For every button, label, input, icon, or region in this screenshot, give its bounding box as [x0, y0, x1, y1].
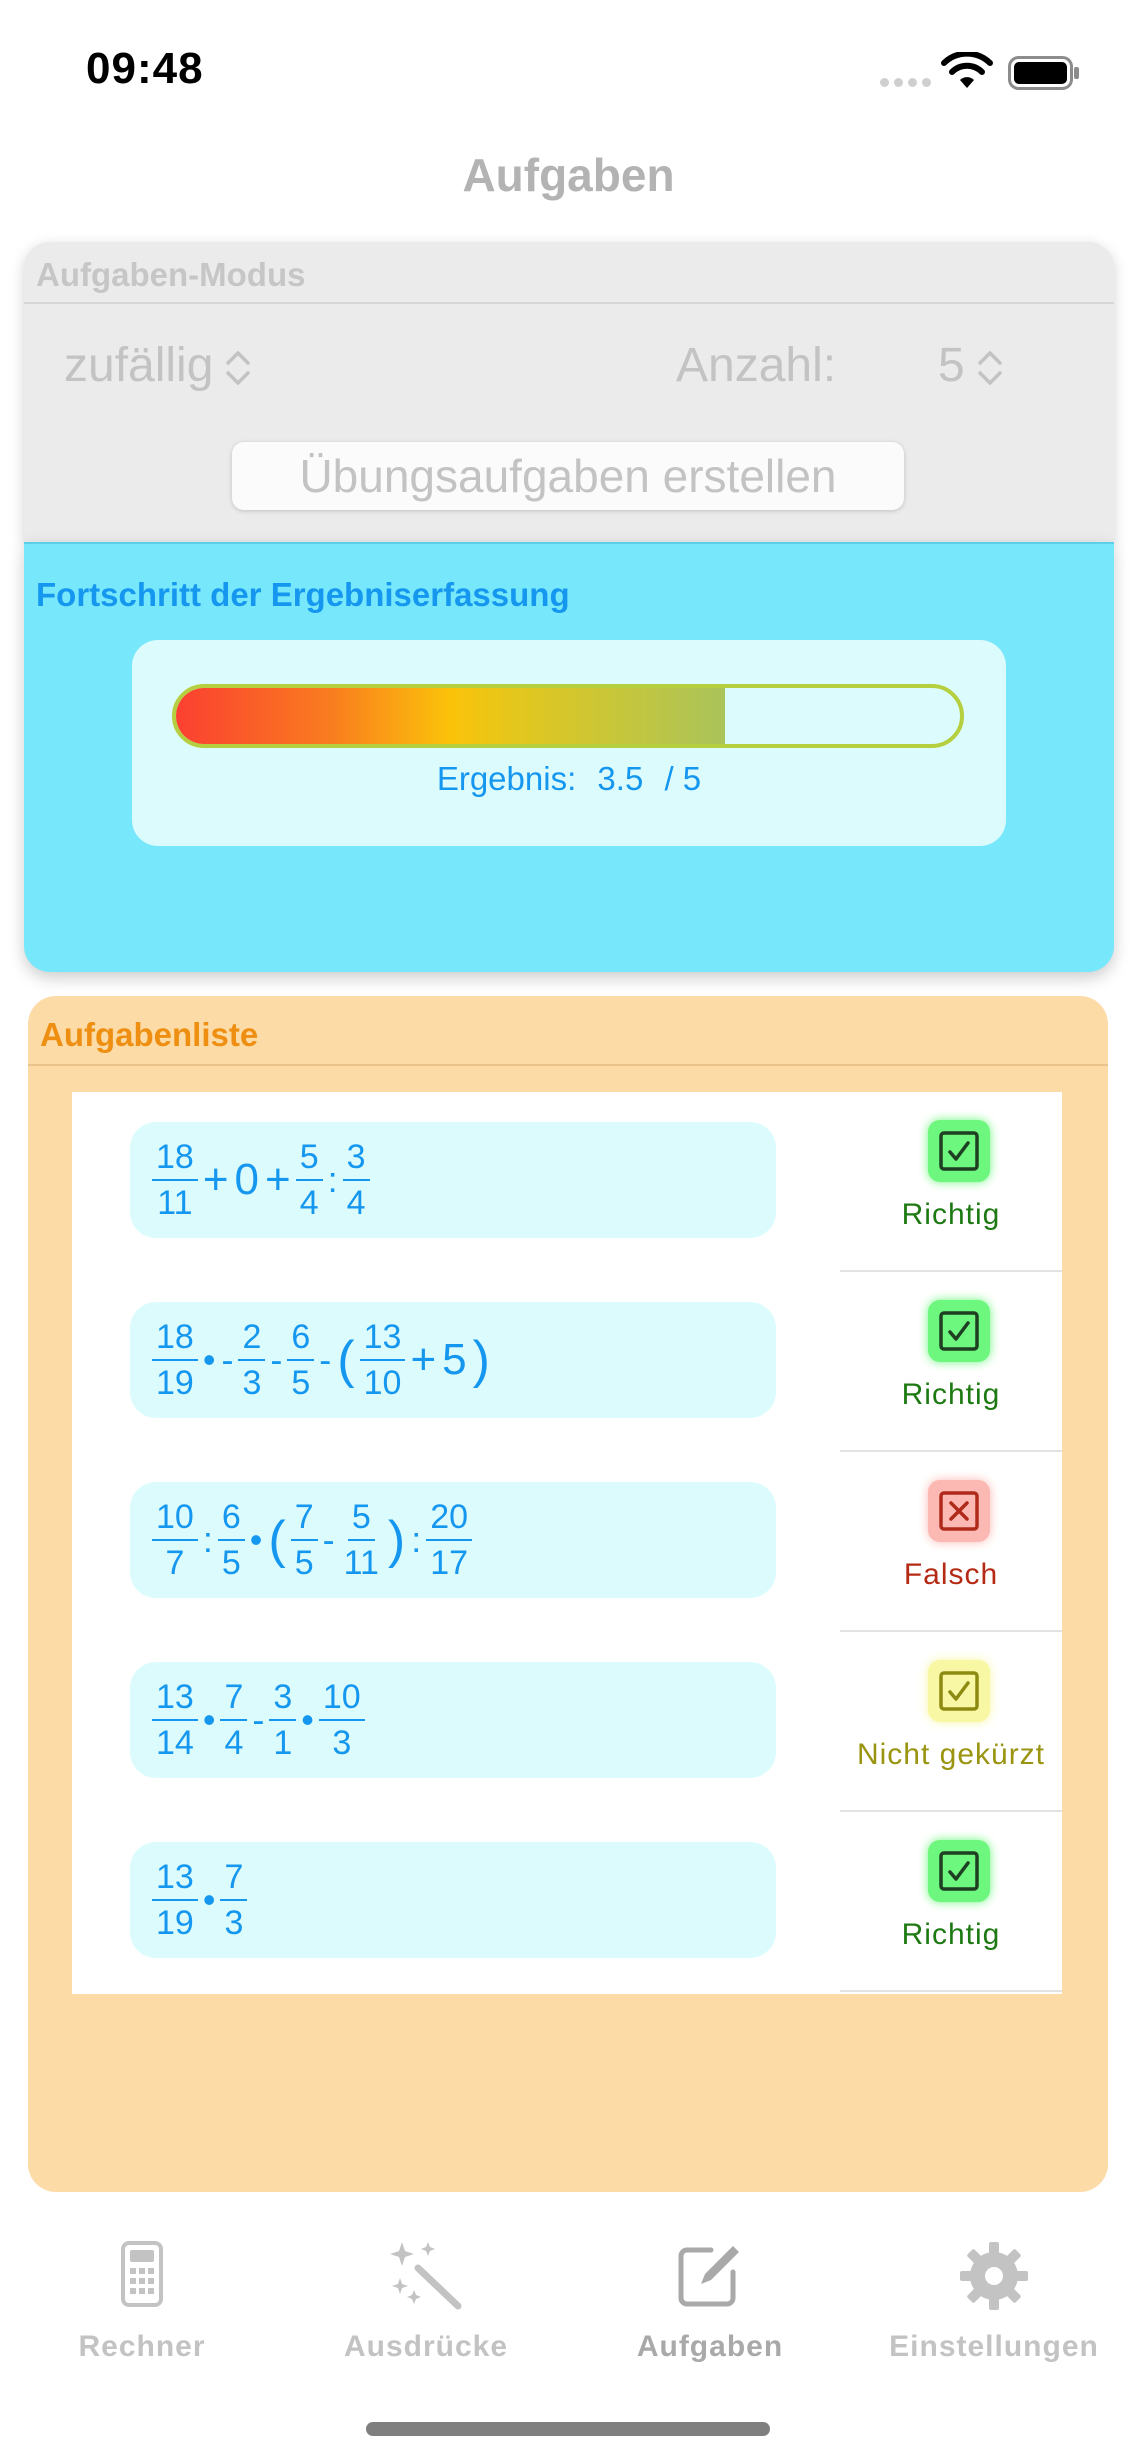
fraction-numerator: 2: [238, 1318, 265, 1361]
task-status: [840, 1272, 1062, 1452]
checkmark-box-icon: [928, 1120, 990, 1182]
checkmark-box-icon: [928, 1660, 990, 1722]
divider: [24, 542, 1114, 544]
task-expression[interactable]: [130, 1302, 776, 1418]
fraction: [152, 1678, 198, 1762]
task-status-label: Richtig: [901, 1378, 1001, 1411]
count-label: Anzahl:: [676, 339, 837, 392]
fraction-numerator: 6: [287, 1318, 314, 1361]
tab-label: Rechner: [78, 2330, 206, 2363]
fraction-denominator: 1: [273, 1724, 293, 1762]
task-list: [72, 1092, 1062, 1994]
parenthesis: (: [268, 1511, 286, 1569]
operator: •: [249, 1519, 263, 1560]
fraction-numerator: 5: [348, 1498, 375, 1541]
fraction-denominator: 3: [242, 1364, 262, 1402]
tab-rechner[interactable]: [0, 2228, 284, 2378]
progress-bar: [172, 684, 964, 748]
task-status: [840, 1632, 1062, 1812]
status-bar: [0, 0, 1137, 130]
fraction-numerator: 7: [220, 1858, 247, 1901]
operator: +: [202, 1155, 229, 1204]
progress-card: [132, 640, 1006, 846]
mode-picker-value: zufällig: [64, 339, 214, 392]
fraction-denominator: 11: [343, 1544, 379, 1582]
number-token: 0: [234, 1155, 260, 1204]
fraction-numerator: 18: [152, 1138, 198, 1181]
fraction: [291, 1498, 318, 1582]
progress-panel: [24, 542, 1114, 972]
chevron-up-down-icon: [977, 348, 1003, 388]
operator: -: [252, 1699, 265, 1740]
create-exercises-button[interactable]: Übungsaufgaben erstellen: [232, 442, 904, 510]
fraction: [426, 1498, 472, 1582]
operator: +: [410, 1335, 437, 1384]
task-row: [72, 1812, 1062, 1992]
task-expression[interactable]: [130, 1482, 776, 1598]
operator: :: [202, 1519, 213, 1560]
operator: +: [265, 1155, 291, 1204]
parenthesis: (: [337, 1331, 355, 1389]
status-time: 09:48: [86, 44, 204, 93]
fraction: [319, 1678, 365, 1762]
fraction-numerator: 13: [152, 1678, 198, 1721]
progress-bar-fill: [176, 688, 725, 744]
result-label: Ergebnis:: [436, 760, 577, 797]
fraction-denominator: 4: [346, 1184, 366, 1222]
task-row: [72, 1272, 1062, 1452]
fraction-denominator: 19: [156, 1904, 194, 1942]
fraction: [238, 1318, 265, 1402]
checkmark-box-icon: [928, 1840, 990, 1902]
task-row: [72, 1632, 1062, 1812]
task-expression[interactable]: [130, 1122, 776, 1238]
result-score: 3.5: [597, 760, 644, 797]
task-status-label: Richtig: [901, 1918, 1001, 1951]
fraction: [152, 1498, 198, 1582]
tab-label: Einstellungen: [889, 2330, 1099, 2363]
task-status-label: Falsch: [903, 1558, 999, 1591]
fraction-denominator: 5: [294, 1544, 314, 1582]
edit-square-icon: [675, 2240, 745, 2310]
fraction-denominator: 7: [165, 1544, 185, 1582]
operator: -: [270, 1339, 283, 1380]
fraction-denominator: 3: [332, 1724, 352, 1762]
fraction-numerator: 7: [291, 1498, 318, 1541]
mode-picker[interactable]: [64, 338, 251, 393]
divider: [28, 1064, 1108, 1066]
checkmark-box-icon: [928, 1300, 990, 1362]
fraction-denominator: 4: [224, 1724, 244, 1762]
count-picker[interactable]: [938, 338, 1003, 393]
task-row: [72, 1452, 1062, 1632]
fraction: [218, 1498, 245, 1582]
task-expression[interactable]: [130, 1662, 776, 1778]
home-indicator[interactable]: [366, 2422, 770, 2436]
parenthesis: ): [387, 1511, 406, 1569]
operator: •: [202, 1879, 216, 1920]
fraction-numerator: 5: [296, 1138, 323, 1181]
tab-aufgaben[interactable]: [568, 2228, 852, 2378]
fraction-numerator: 10: [319, 1678, 365, 1721]
fraction-numerator: 3: [269, 1678, 296, 1721]
cross-box-icon: [928, 1480, 990, 1542]
operator: :: [327, 1159, 338, 1200]
fraction-numerator: 7: [220, 1678, 247, 1721]
wifi-icon: [940, 52, 994, 92]
divider: [840, 1990, 1062, 1992]
operator: •: [202, 1339, 216, 1380]
operator: -: [221, 1339, 234, 1380]
number-token: 5: [442, 1335, 467, 1384]
fraction-numerator: 18: [152, 1318, 198, 1361]
fraction-denominator: 17: [430, 1544, 469, 1582]
fraction-denominator: 5: [221, 1544, 241, 1582]
count-picker-value: 5: [938, 339, 965, 392]
task-status-label: Richtig: [901, 1198, 1001, 1231]
cellular-signal-icon: [880, 78, 932, 88]
fraction-denominator: 11: [157, 1184, 193, 1222]
fraction-numerator: 13: [152, 1858, 198, 1901]
fraction: [360, 1318, 406, 1402]
fraction: [220, 1678, 247, 1762]
fraction-numerator: 3: [343, 1138, 370, 1181]
calculator-icon: [120, 2240, 164, 2308]
fraction-denominator: 5: [291, 1364, 311, 1402]
mode-panel-heading: Aufgaben-Modus: [36, 256, 306, 293]
task-expression[interactable]: [130, 1842, 776, 1958]
progress-result: [132, 760, 1006, 798]
fraction-numerator: 13: [360, 1318, 406, 1361]
fraction-denominator: 3: [224, 1904, 244, 1942]
tab-label: Aufgaben: [636, 2330, 784, 2363]
task-row: [72, 1092, 1062, 1272]
chevron-up-down-icon: [225, 348, 251, 388]
progress-panel-heading: Fortschritt der Ergebniserfassung: [36, 576, 570, 613]
fraction: [287, 1318, 314, 1402]
fraction: [152, 1138, 198, 1222]
battery-icon: [1008, 56, 1080, 90]
tab-label: Ausdrücke: [343, 2330, 509, 2363]
tab-ausdruecke[interactable]: [284, 2228, 568, 2378]
task-status: [840, 1092, 1062, 1272]
fraction: [220, 1858, 247, 1942]
operator: -: [322, 1519, 335, 1560]
task-list-panel: [28, 996, 1108, 2192]
mode-panel: [24, 242, 1114, 542]
task-status: [840, 1452, 1062, 1632]
fraction-denominator: 19: [156, 1364, 194, 1402]
fraction-denominator: 4: [299, 1184, 319, 1222]
fraction: [296, 1138, 323, 1222]
fraction-numerator: 6: [218, 1498, 245, 1541]
task-status: [840, 1812, 1062, 1992]
magic-wand-icon: [388, 2240, 464, 2310]
fraction-numerator: 10: [152, 1498, 198, 1541]
operator: -: [319, 1339, 332, 1380]
divider: [24, 302, 1114, 304]
fraction: [269, 1678, 296, 1762]
fraction-denominator: 14: [156, 1724, 194, 1762]
tab-einstellungen[interactable]: [852, 2228, 1136, 2378]
fraction-denominator: 10: [363, 1364, 402, 1402]
result-total: / 5: [664, 760, 702, 797]
parenthesis: ): [472, 1331, 490, 1389]
fraction: [152, 1318, 198, 1402]
operator: :: [411, 1519, 422, 1560]
task-status-label: Nicht gekürzt: [856, 1738, 1046, 1771]
gear-icon: [958, 2240, 1030, 2312]
page-title: Aufgaben: [462, 149, 675, 201]
operator: •: [301, 1699, 314, 1740]
task-list-heading: Aufgabenliste: [40, 1016, 259, 1053]
fraction: [340, 1498, 383, 1582]
fraction: [152, 1858, 198, 1942]
fraction: [343, 1138, 370, 1222]
operator: •: [202, 1699, 216, 1740]
fraction-numerator: 20: [426, 1498, 472, 1541]
